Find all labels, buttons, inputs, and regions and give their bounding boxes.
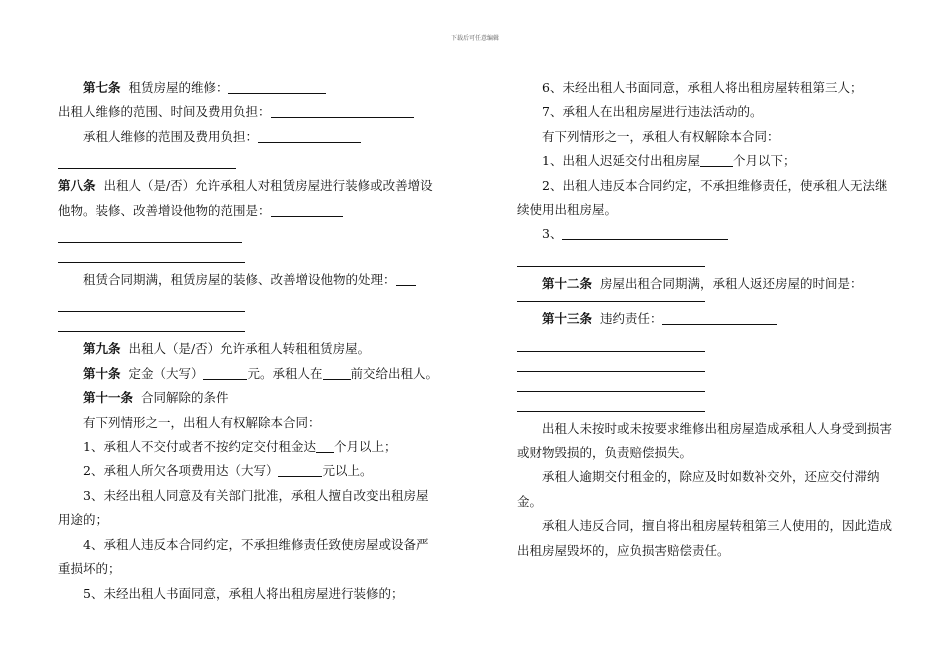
article-11-title: 第十一条 (83, 390, 134, 406)
article-12-title: 第十二条 (542, 275, 593, 291)
blank-line (58, 248, 245, 263)
lessee-termination-intro: 有下列情形之一，承租人有权解除本合同： (542, 128, 780, 144)
article-11-item-5: 5、未经出租人书面同意，承租人将出租房屋进行装修的； (83, 585, 404, 601)
lessee-item-2: 2、出租人违反本合同约定，不承担维修责任，使承租人无法继续使用出租房屋。 (517, 177, 888, 218)
blank-line (517, 252, 705, 267)
article-11-item-1: 1、承租人不交付或者不按约定交付租金达 个月以上； (83, 439, 397, 455)
article-13-title: 第十三条 (542, 311, 593, 327)
blank-line (271, 203, 343, 217)
breach-paragraph-1: 出租人未按时或未按要求维修出租房屋造成承租人人身受到损害或财物毁损的，负责赔偿损失。 (517, 420, 893, 461)
blank-line (323, 366, 351, 380)
article-11: 第十一条 合同解除的条件 (83, 390, 229, 406)
blank-line (203, 366, 247, 380)
right-column (517, 76, 897, 563)
article-11-intro: 有下列情形之一，出租人有权解除本合同： (83, 414, 321, 430)
blank-line (662, 311, 777, 325)
blank-line (228, 80, 326, 94)
article-7-title: 第七条 (83, 80, 121, 95)
article-7-lessee: 承租人维修的范围及费用负担： (58, 125, 440, 149)
blank-line (316, 439, 334, 453)
breach-paragraph-2: 承租人逾期交付租金的，除应及时如数补交外，还应交付滞纳金。 (517, 469, 880, 509)
blank-line (58, 154, 236, 169)
blank-line (278, 463, 322, 477)
blank-line (58, 317, 245, 332)
blank-line (700, 153, 733, 167)
blank-line (396, 272, 416, 286)
article-11-item-6: 6、未经出租人书面同意，承租人将出租房屋转租第三人； (542, 80, 863, 95)
lessee-item-3: 3、 (517, 222, 897, 246)
breach-paragraph-3: 承租人违反合同，擅自将出租房屋转租第三人使用的，因此造成出租房屋毁坏的，应负损害赔偿责任。 (517, 518, 893, 558)
blank-line (58, 228, 242, 243)
blank-line (562, 226, 728, 240)
blank-line (271, 104, 414, 118)
article-7: 第七条 租赁房屋的维修： (58, 76, 440, 100)
article-11-item-7: 7、承租人在出租房屋进行违法活动的。 (542, 104, 763, 120)
blank-line (517, 357, 705, 372)
blank-line (58, 297, 245, 312)
blank-line (258, 129, 361, 143)
article-9: 第九条 出租人（是/否）允许承租人转租租赁房屋。 (83, 341, 371, 357)
article-11-item-2: 2、承租人所欠各项费用达（大写） 元以上。 (83, 463, 373, 479)
article-12: 第十二条 房屋出租合同期满，承租人返还房屋的时间是： (542, 275, 863, 291)
lessee-item-1: 1、出租人迟延交付出租房屋 个月以下； (542, 153, 796, 169)
blank-line (517, 337, 705, 352)
left-column (58, 76, 440, 606)
article-11-item-3: 3、未经出租人同意及有关部门批准，承租人擅自改变出租房屋用途的； (58, 487, 429, 528)
article-8: 第八条 出租人（是/否）允许承租人对租赁房屋进行装修或改善增设他物。装修、改善增设他物的范围是： (58, 178, 433, 218)
blank-line (517, 377, 705, 392)
article-8-title: 第八条 (58, 178, 96, 194)
article-10-title: 第十条 (83, 365, 121, 381)
article-10: 第十条 定金（大写） 元。承租人在 前交给出租人。 (83, 365, 439, 381)
article-9-title: 第九条 (83, 341, 121, 357)
blank-line (517, 397, 705, 412)
article-8-expiry: 租赁合同期满，租赁房屋的装修、改善增设他物的处理： (58, 268, 440, 292)
article-13: 第十三条 违约责任： (517, 307, 897, 331)
page-header: 下载后可任意编辑 (450, 35, 499, 42)
article-11-item-4: 4、承租人违反本合同约定，不承担维修责任致使房屋或设备严重损坏的； (58, 536, 429, 577)
article-7-lessor: 出租人维修的范围、时间及费用负担： (58, 100, 440, 124)
